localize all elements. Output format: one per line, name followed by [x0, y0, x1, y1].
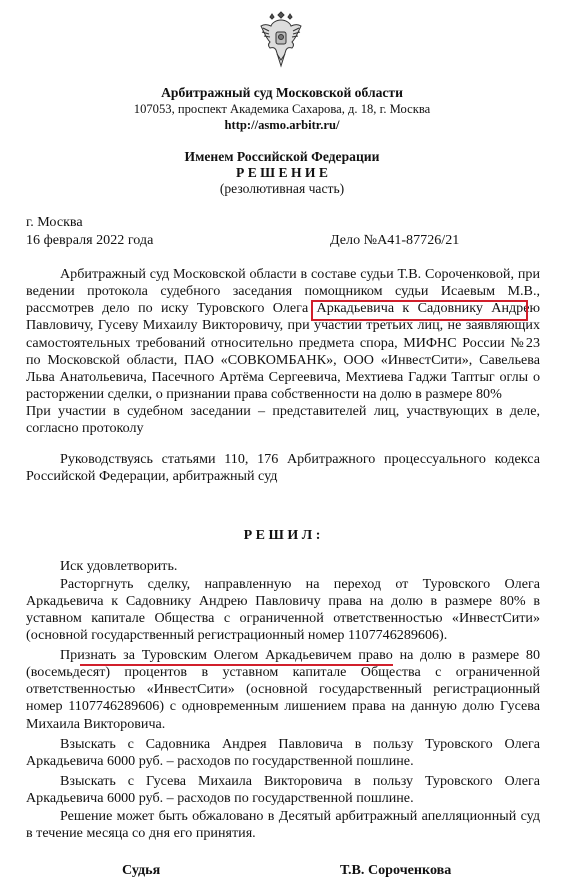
paragraph-legal-basis: Руководствуясь статьями 110, 176 Арбитражного процессуального кодекса Российской Федерации, арбитражный суд — [26, 451, 540, 485]
court-url[interactable]: http://asmo.arbitr.ru/ — [224, 118, 340, 132]
resolution-5: Взыскать с Гусева Михаила Викторовича в пользу Туровского Олега Аркадьевича 6000 руб. – расходов по государственной пошлине. — [26, 773, 540, 807]
coat-of-arms-emblem — [258, 6, 304, 70]
decision-date: 16 февраля 2022 года — [26, 232, 154, 248]
signature-label: Судья — [122, 862, 161, 878]
court-name: Арбитражный суд Московской области — [161, 85, 403, 100]
plaintiff-highlight-box — [311, 300, 528, 321]
signature-name: Т.В. Сороченкова — [340, 862, 452, 878]
document-subtitle: (резолютивная часть) — [219, 181, 345, 196]
plaintiff-name-highlight: Туровского Олега Аркадьевича — [196, 300, 395, 317]
in-name-heading: Именем Российской Федерации — [184, 149, 380, 164]
court-address: 107053, проспект Академика Сахарова, д. 18, г. Москва — [133, 102, 431, 116]
resolution-3 — [26, 647, 540, 733]
resolution-3-rest: аво на долю в размере 80 (восемьдесят) процентов в уставном капитале Общества с ограниченной ответственностью «ИнвестСити» (основной государственный регистрационный номер 1107746289606) с одновременным лишением права на данную долю Гусева Михаила Викторовича. — [26, 647, 541, 732]
paragraph-intro — [26, 266, 540, 403]
case-number: Дело №А41-87726/21 — [330, 232, 460, 248]
decided-heading: Р Е Ш И Л : — [243, 528, 321, 543]
resolution-2: Расторгнуть сделку, направленную на переход от Туровского Олега Аркадьевича к Садовнику Андрею Павловичу права на долю в размере 80% в уставном капитале Общества с ограниченной ответственностью «ИнвестСити» (основной государственный регистрационный номер 1107746289606). — [26, 576, 540, 644]
resolution-6: Решение может быть обжаловано в Десятый арбитражный апелляционный суд в течение месяца со дня его принятия. — [26, 808, 540, 842]
resolution-1: Иск удовлетворить. — [60, 558, 178, 574]
document-title: Р Е Ш Е Н И Е — [236, 165, 328, 180]
intro-text-b: к Садовнику Андрею Павловичу, Гусеву Михаилу Викторовичу, при участии третьих лиц, не заявляющих самостоятельных требований относительно предмета спора, МИФНС России №23 по Московской области, ПАО «СОВКОМБАНК», ООО «ИнвестСити», Савельева Льва Анатольевича, Пасечного Артёма Сергеевича, Мехтиева Гаджи Таптыг оглы о расторжении сделки, о признании права собственности на долю в размере 80% — [26, 300, 540, 403]
resolution-4: Взыскать с Садовника Андрея Павловича в пользу Туровского Олега Аркадьевича 6000 руб. – расходов по государственной пошлине. — [26, 736, 540, 770]
city: г. Москва — [26, 214, 83, 230]
intro-text-a: Арбитражный суд Московской области в составе судьи Т.В. Сороченковой, при ведении протокола судебного заседания помощником судьи Исаевым М.В., рассмотрев дело по иску — [26, 266, 540, 317]
ownership-underline — [80, 664, 393, 666]
ownership-highlight: Признать за Туровским Олегом Аркадьевичем пр — [60, 647, 373, 663]
paragraph-participants: При участии в судебном заседании – представителей лиц, участвующих в деле, согласно протоколу — [26, 403, 540, 437]
